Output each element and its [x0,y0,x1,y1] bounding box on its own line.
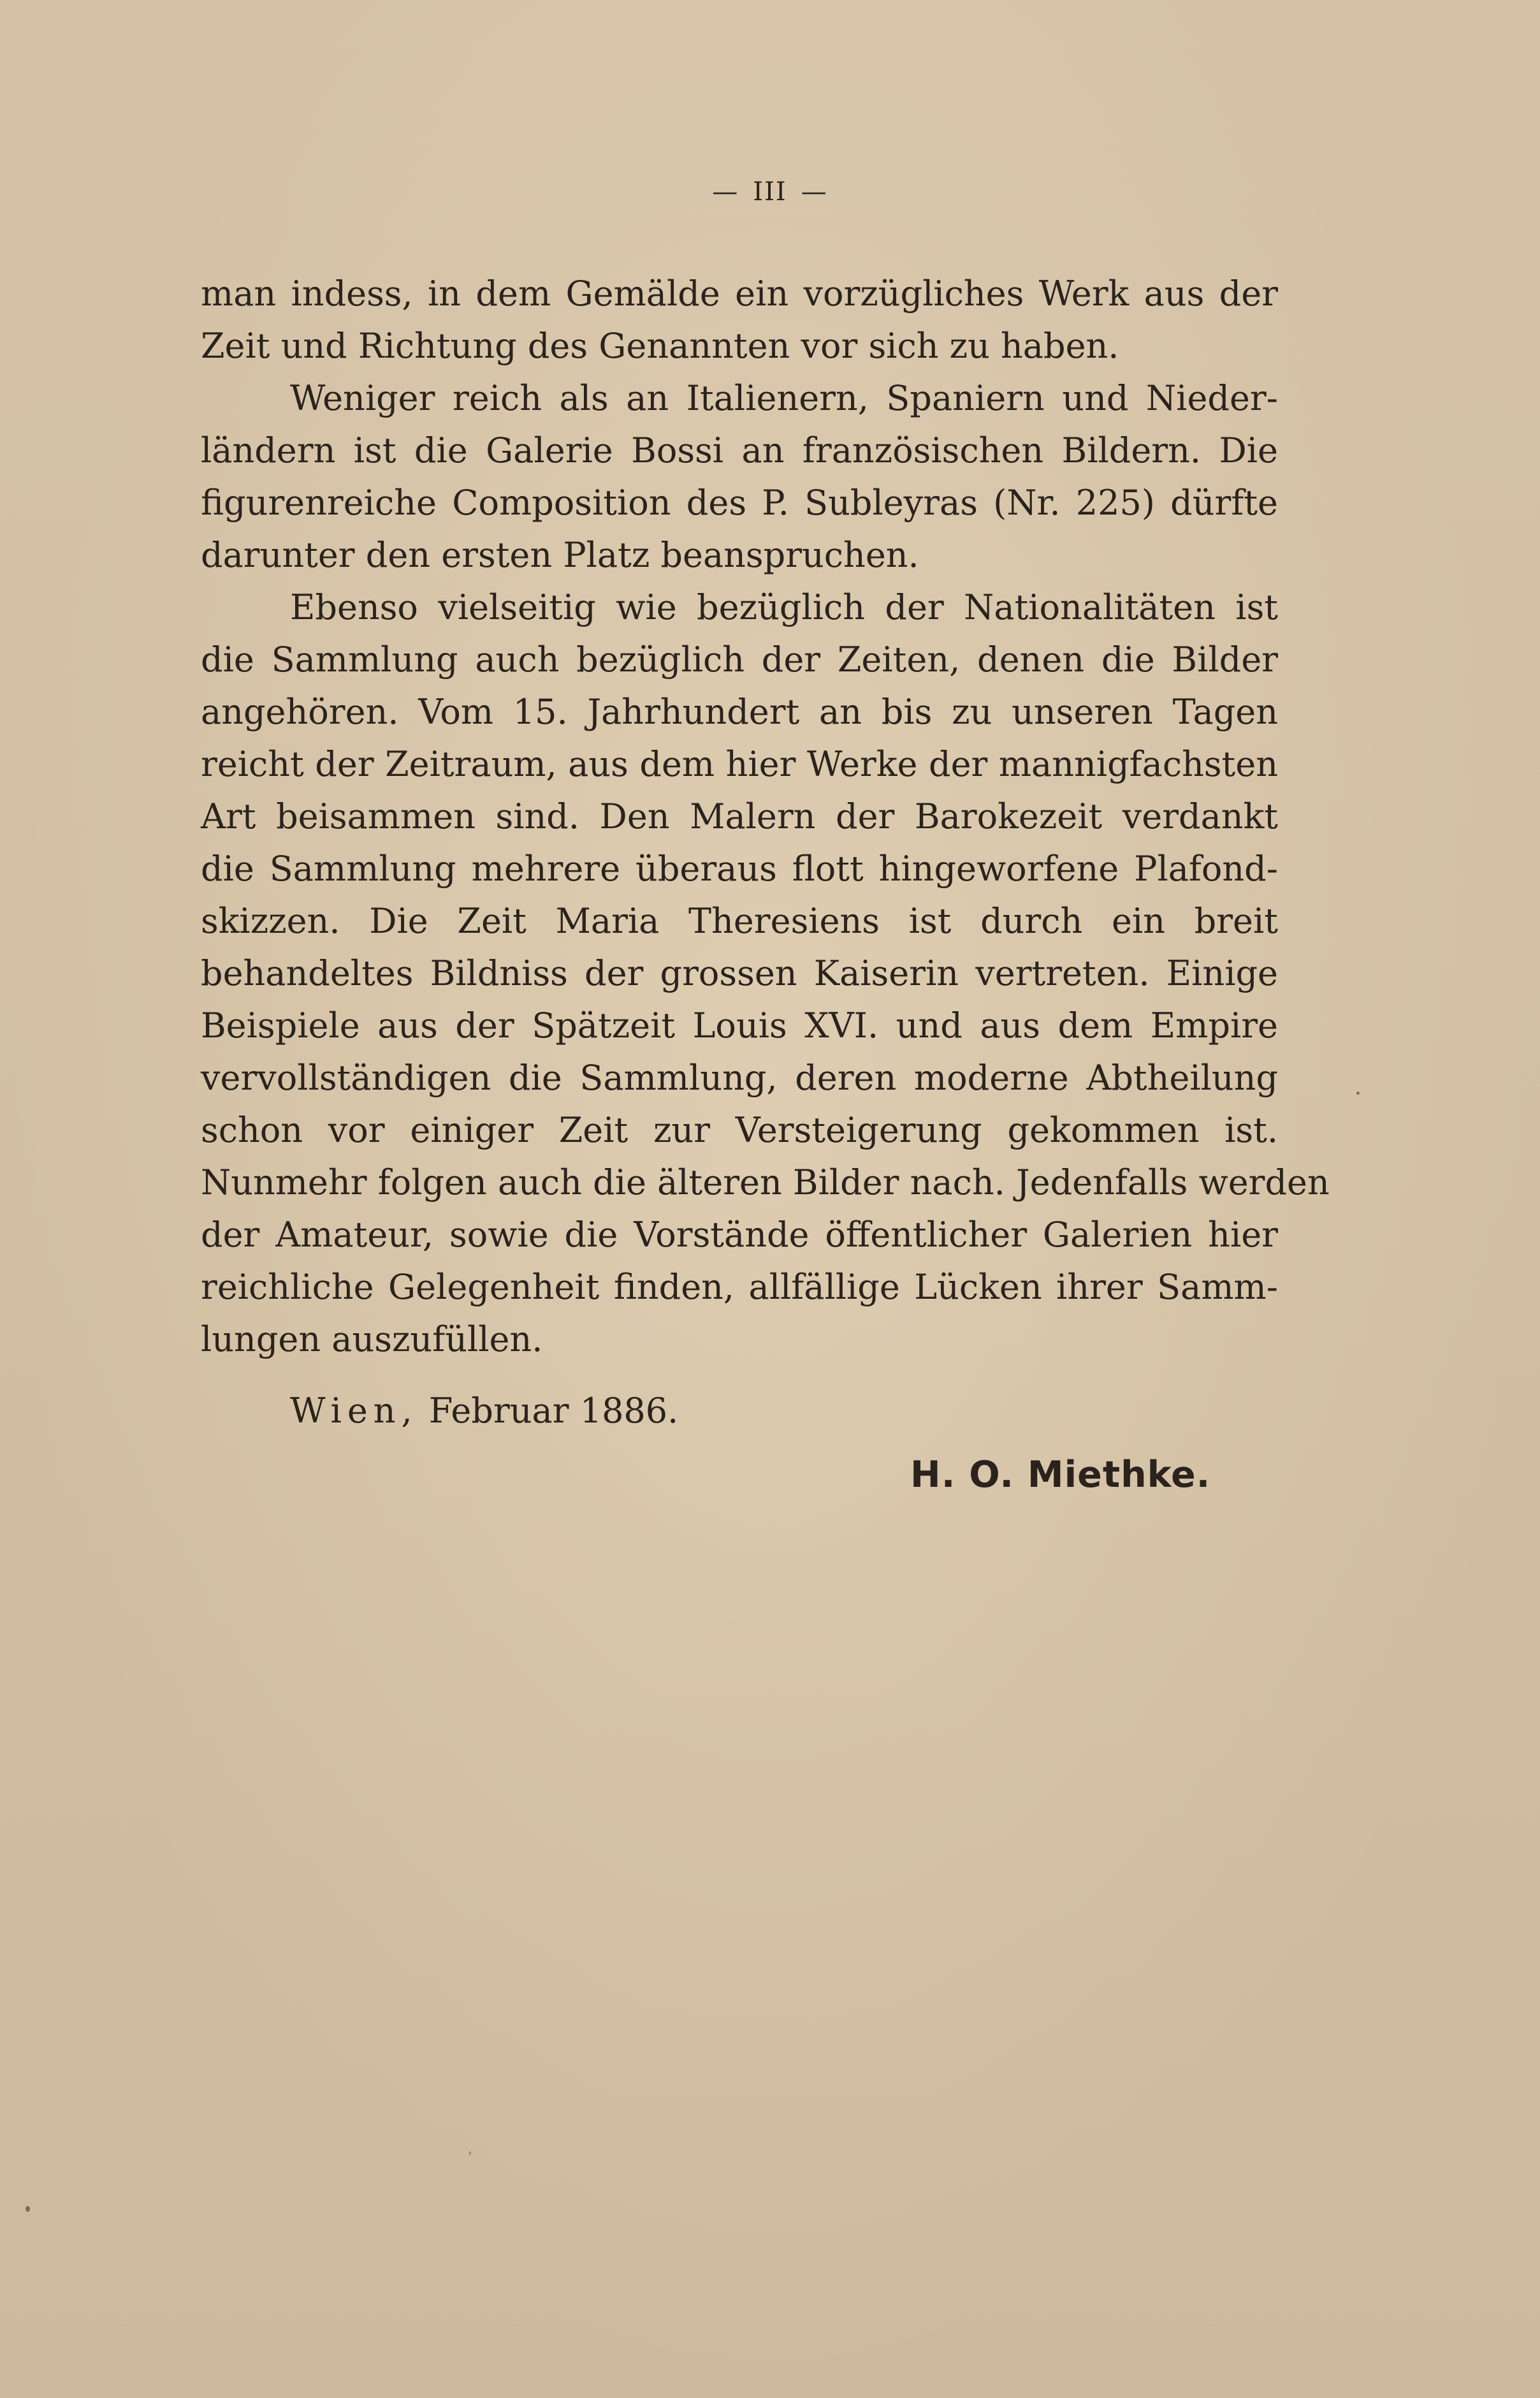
page-number-dash-right: — [801,177,828,207]
text-line: angehören. Vom 15. Jahrhundert an bis zu unseren Tagen [201,692,1278,732]
text-line: Ebenso vielseitig wie bezüglich der Nationalitäten ist [290,587,1278,627]
signature: H. O. Miethke. [910,1454,1211,1496]
date-value: Februar 1886. [428,1391,679,1431]
text-line: behandeltes Bildniss der grossen Kaiserin vertreten. Einige [201,953,1278,993]
text-line: Weniger reich als an Italienern, Spaniern und Nieder- [290,378,1278,418]
page-number-dash-left: — [712,177,739,207]
text-line: Beispiele aus der Spätzeit Louis XVI. und aus dem Empire [201,1005,1278,1046]
text-line: die Sammlung mehrere überaus flott hingeworfene Plafond- [201,849,1278,889]
text-line: Art beisammen sind. Den Malern der Barokezeit verdankt [201,796,1278,837]
text-line: figurenreiche Composition des P. Subleyras (Nr. 225) dürfte [201,483,1278,523]
text-line: man indess, in dem Gemälde ein vorzügliches Werk aus der [201,274,1278,314]
text-line: darunter den ersten Platz beanspruchen. [201,535,919,575]
text-line: lungen auszufüllen. [201,1319,543,1359]
page-number [0,177,1540,207]
paper-speck [469,2151,471,2155]
date-line [290,1385,678,1437]
body-text [201,268,1330,1366]
text-line: der Amateur, sowie die Vorstände öffentlicher Galerien hier [201,1215,1278,1255]
paper-speck [25,2206,30,2212]
text-line: Nunmehr folgen auch die älteren Bilder nach. Jedenfalls werden [201,1162,1330,1203]
text-line: reicht der Zeitraum, aus dem hier Werke der mannigfachsten [201,744,1278,784]
text-line: ländern ist die Galerie Bossi an französischen Bildern. Die [201,430,1278,471]
text-line: die Sammlung auch bezüglich der Zeiten, denen die Bilder [201,640,1278,680]
text-line: reichliche Gelegenheit finden, allfällige Lücken ihrer Samm- [201,1267,1278,1307]
paper-speck [1356,1092,1360,1095]
text-line: vervollständigen die Sammlung, deren moderne Abtheilung [201,1058,1278,1098]
text-line: Zeit und Richtung des Genannten vor sich zu haben. [201,326,1119,366]
text-line: skizzen. Die Zeit Maria Theresiens ist durch ein breit [201,901,1278,941]
date-place: Wien, [290,1391,418,1431]
page-number-label: III [753,177,787,207]
text-line: schon vor einiger Zeit zur Versteigerung gekommen ist. [201,1110,1278,1150]
